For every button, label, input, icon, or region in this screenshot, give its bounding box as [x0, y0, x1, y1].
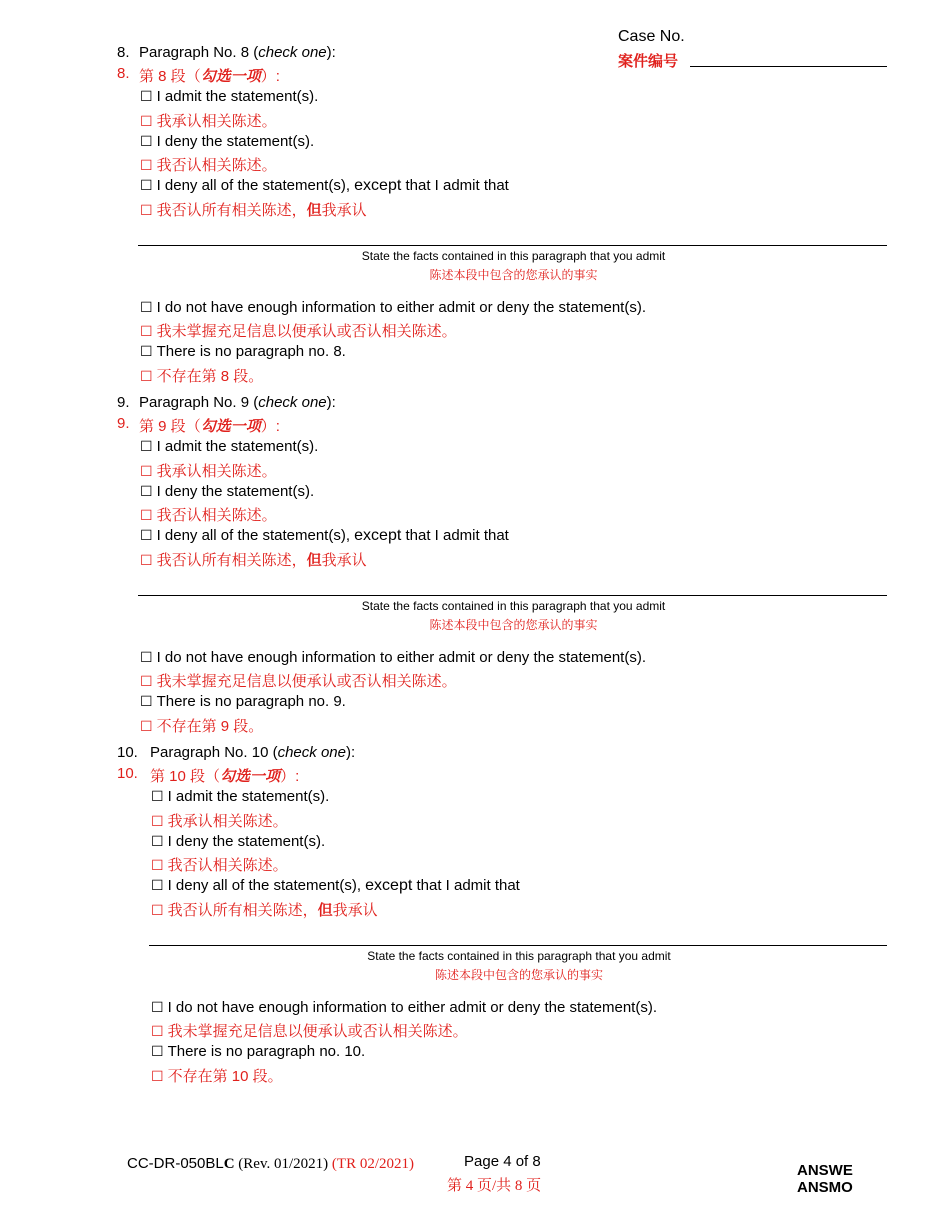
no-paragraph-label-zh: 不存在第 8 段。 [156, 368, 264, 385]
form-code-line2: ANSMO [797, 1179, 853, 1196]
state-facts-caption: State the facts contained in this paragraph that you admit [361, 599, 666, 613]
form-id [127, 1155, 414, 1173]
no-paragraph-option[interactable] [140, 693, 346, 710]
case-no-label-zh: 案件编号 [618, 53, 679, 70]
paragraph-number: 10. [117, 744, 138, 761]
page-number: Page 4 of 8 [464, 1153, 541, 1170]
check-one-hint: check one [258, 44, 327, 61]
admit-label: I admit the statement(s). [167, 788, 330, 805]
checkbox-admit[interactable]: ☐ [151, 789, 164, 805]
admitted-facts-line[interactable] [149, 945, 887, 946]
deny-option-zh[interactable] [140, 504, 277, 525]
checkbox-deny-zh[interactable]: ☐ [140, 158, 153, 174]
admit-option[interactable] [151, 788, 329, 805]
deny-except-zh-post: 我承认 [321, 552, 367, 569]
checkbox-admit[interactable]: ☐ [140, 89, 153, 105]
deny-except-post: that I admit that [401, 177, 509, 194]
form-translation-rev: (TR 02/2021) [331, 1156, 414, 1172]
checkbox-not-enough-zh[interactable]: ☐ [140, 674, 153, 690]
no-paragraph-label-zh: 不存在第 10 段。 [167, 1068, 283, 1085]
deny-except-word: except [365, 877, 413, 894]
deny-label-zh: 我否认相关陈述。 [156, 157, 277, 174]
deny-option-zh[interactable] [151, 854, 288, 875]
check-one-hint-zh: 勾选一项 [200, 68, 261, 85]
state-facts-caption: State the facts contained in this paragraph that you admit [361, 249, 666, 263]
not-enough-option-zh[interactable] [140, 670, 457, 691]
paragraph-number-zh: 8. [117, 65, 130, 82]
paragraph-number: 8. [117, 44, 130, 61]
deny-label: I deny the statement(s). [167, 833, 326, 850]
deny-except-zh-post: 我承认 [321, 202, 367, 219]
admit-label: I admit the statement(s). [156, 88, 319, 105]
paragraph-title-text: Paragraph No. 9 [139, 394, 250, 411]
checkbox-no-paragraph[interactable]: ☐ [140, 344, 153, 360]
deny-except-zh-but: 但 [306, 552, 322, 569]
page-number-zh: 第 4 页/共 8 页 [447, 1178, 542, 1194]
deny-label-zh: 我否认相关陈述。 [156, 507, 277, 524]
deny-except-zh-but: 但 [306, 202, 322, 219]
checkbox-not-enough[interactable]: ☐ [151, 1000, 164, 1016]
state-facts-caption-zh: 陈述本段中包含的您承认的事实 [429, 268, 598, 282]
deny-except-option-zh[interactable] [140, 199, 367, 220]
not-enough-option[interactable] [140, 299, 646, 316]
admitted-facts-line[interactable] [138, 595, 887, 596]
case-no-field[interactable] [690, 66, 887, 67]
deny-except-zh-but: 但 [317, 902, 333, 919]
paragraph-title-text: Paragraph No. 8 [139, 44, 250, 61]
checkbox-no-paragraph-zh[interactable]: ☐ [151, 1069, 164, 1085]
checkbox-deny-except-zh[interactable]: ☐ [140, 203, 153, 219]
checkbox-deny-zh[interactable]: ☐ [151, 858, 164, 874]
deny-except-zh-pre: 我否认所有相关陈述， [167, 902, 318, 919]
checkbox-admit-zh[interactable]: ☐ [140, 114, 153, 130]
paragraph-title-zh: 第 9 段（勾选一项）: [139, 418, 280, 435]
checkbox-deny-except-zh[interactable]: ☐ [140, 553, 153, 569]
paragraph-title: Paragraph No. 9 (check one): [139, 394, 336, 411]
checkbox-admit-zh[interactable]: ☐ [151, 814, 164, 830]
deny-option[interactable] [140, 133, 314, 150]
not-enough-label: I do not have enough information to either admit or deny the statement(s). [156, 649, 647, 666]
state-facts-caption-zh: 陈述本段中包含的您承认的事实 [429, 618, 598, 632]
not-enough-label-zh: 我未掌握充足信息以便承认或否认相关陈述。 [156, 323, 457, 340]
checkbox-deny[interactable]: ☐ [140, 484, 153, 500]
check-one-hint-zh: 勾选一项 [220, 768, 281, 785]
state-facts-caption: State the facts contained in this paragraph that you admit [367, 949, 671, 963]
no-paragraph-label: There is no paragraph no. 9. [156, 693, 346, 710]
deny-except-zh-pre: 我否认所有相关陈述， [156, 202, 307, 219]
form-id-code: CC-DR-050BL [127, 1155, 224, 1172]
deny-except-pre: I deny all of the statement(s), [156, 177, 355, 194]
no-paragraph-label: There is no paragraph no. 8. [156, 343, 346, 360]
checkbox-admit-zh[interactable]: ☐ [140, 464, 153, 480]
checkbox-not-enough-zh[interactable]: ☐ [140, 324, 153, 340]
checkbox-deny[interactable]: ☐ [140, 134, 153, 150]
paragraph-title: Paragraph No. 10 (check one): [150, 744, 356, 761]
checkbox-deny-except[interactable]: ☐ [140, 528, 153, 544]
admit-label-zh: 我承认相关陈述。 [167, 813, 288, 830]
checkbox-no-paragraph[interactable]: ☐ [151, 1044, 164, 1060]
form-code [797, 1162, 853, 1196]
admitted-facts-line[interactable] [138, 245, 887, 246]
form-revision: (Rev. 01/2021) [234, 1156, 332, 1172]
checkbox-no-paragraph-zh[interactable]: ☐ [140, 719, 153, 735]
deny-except-option[interactable] [151, 877, 520, 895]
form-id-suffix: C [223, 1156, 235, 1172]
deny-label: I deny the statement(s). [156, 133, 315, 150]
paragraph-title-zh-text: 第 9 段 [139, 418, 186, 435]
deny-option[interactable] [140, 483, 314, 500]
checkbox-no-paragraph[interactable]: ☐ [140, 694, 153, 710]
case-no-label: Case No. [618, 28, 685, 45]
deny-option-zh[interactable] [140, 154, 277, 175]
check-one-hint-zh: 勾选一项 [200, 418, 261, 435]
checkbox-not-enough[interactable]: ☐ [140, 650, 153, 666]
no-paragraph-label: There is no paragraph no. 10. [167, 1043, 366, 1060]
deny-except-zh-post: 我承认 [332, 902, 378, 919]
not-enough-option[interactable] [151, 999, 657, 1016]
no-paragraph-option-zh[interactable] [140, 715, 263, 736]
not-enough-option-zh[interactable] [140, 320, 457, 341]
deny-except-post: that I admit that [401, 527, 509, 544]
checkbox-no-paragraph-zh[interactable]: ☐ [140, 369, 153, 385]
no-paragraph-option[interactable] [151, 1043, 365, 1060]
no-paragraph-label-zh: 不存在第 9 段。 [156, 718, 264, 735]
deny-except-option-zh[interactable] [151, 899, 378, 920]
checkbox-deny-except[interactable]: ☐ [151, 878, 164, 894]
checkbox-deny[interactable]: ☐ [151, 834, 164, 850]
checkbox-not-enough[interactable]: ☐ [140, 300, 153, 316]
deny-except-word: except [354, 177, 402, 194]
checkbox-deny-except-zh[interactable]: ☐ [151, 903, 164, 919]
check-one-hint: check one [277, 744, 346, 761]
checkbox-deny-except[interactable]: ☐ [140, 178, 153, 194]
deny-except-option[interactable] [140, 177, 509, 195]
state-facts-caption-zh: 陈述本段中包含的您承认的事实 [434, 968, 603, 982]
not-enough-label: I do not have enough information to either admit or deny the statement(s). [167, 999, 658, 1016]
checkbox-deny-zh[interactable]: ☐ [140, 508, 153, 524]
paragraph-title-text: Paragraph No. 10 [150, 744, 269, 761]
deny-label-zh: 我否认相关陈述。 [167, 857, 288, 874]
admit-option-zh[interactable] [140, 460, 277, 481]
paragraph-title-zh: 第 8 段（勾选一项）: [139, 68, 280, 85]
no-paragraph-option-zh[interactable] [140, 365, 263, 386]
deny-except-pre: I deny all of the statement(s), [156, 527, 355, 544]
checkbox-not-enough-zh[interactable]: ☐ [151, 1024, 164, 1040]
paragraph-title-zh-text: 第 10 段 [150, 768, 206, 785]
not-enough-option-zh[interactable] [151, 1020, 468, 1041]
admit-label-zh: 我承认相关陈述。 [156, 113, 277, 130]
deny-except-option[interactable] [140, 527, 509, 545]
paragraph-number-zh: 10. [117, 765, 138, 782]
deny-except-pre: I deny all of the statement(s), [167, 877, 366, 894]
paragraph-title: Paragraph No. 8 (check one): [139, 44, 336, 61]
deny-except-post: that I admit that [412, 877, 520, 894]
admit-label: I admit the statement(s). [156, 438, 319, 455]
paragraph-title-zh: 第 10 段（勾选一项）: [150, 768, 300, 785]
admit-option-zh[interactable] [151, 810, 288, 831]
deny-label: I deny the statement(s). [156, 483, 315, 500]
admit-option-zh[interactable] [140, 110, 277, 131]
paragraph-number: 9. [117, 394, 130, 411]
deny-except-option-zh[interactable] [140, 549, 367, 570]
no-paragraph-option[interactable] [140, 343, 346, 360]
paragraph-title-zh-text: 第 8 段 [139, 68, 186, 85]
admit-label-zh: 我承认相关陈述。 [156, 463, 277, 480]
admit-option[interactable] [140, 438, 318, 455]
not-enough-label-zh: 我未掌握充足信息以便承认或否认相关陈述。 [167, 1023, 468, 1040]
not-enough-option[interactable] [140, 649, 646, 666]
deny-except-zh-pre: 我否认所有相关陈述， [156, 552, 307, 569]
form-code-line1: ANSWE [797, 1162, 853, 1179]
no-paragraph-option-zh[interactable] [151, 1065, 283, 1086]
deny-except-word: except [354, 527, 402, 544]
checkbox-admit[interactable]: ☐ [140, 439, 153, 455]
deny-option[interactable] [151, 833, 325, 850]
admit-option[interactable] [140, 88, 318, 105]
not-enough-label: I do not have enough information to either admit or deny the statement(s). [156, 299, 647, 316]
paragraph-number-zh: 9. [117, 415, 130, 432]
not-enough-label-zh: 我未掌握充足信息以便承认或否认相关陈述。 [156, 673, 457, 690]
check-one-hint: check one [258, 394, 327, 411]
